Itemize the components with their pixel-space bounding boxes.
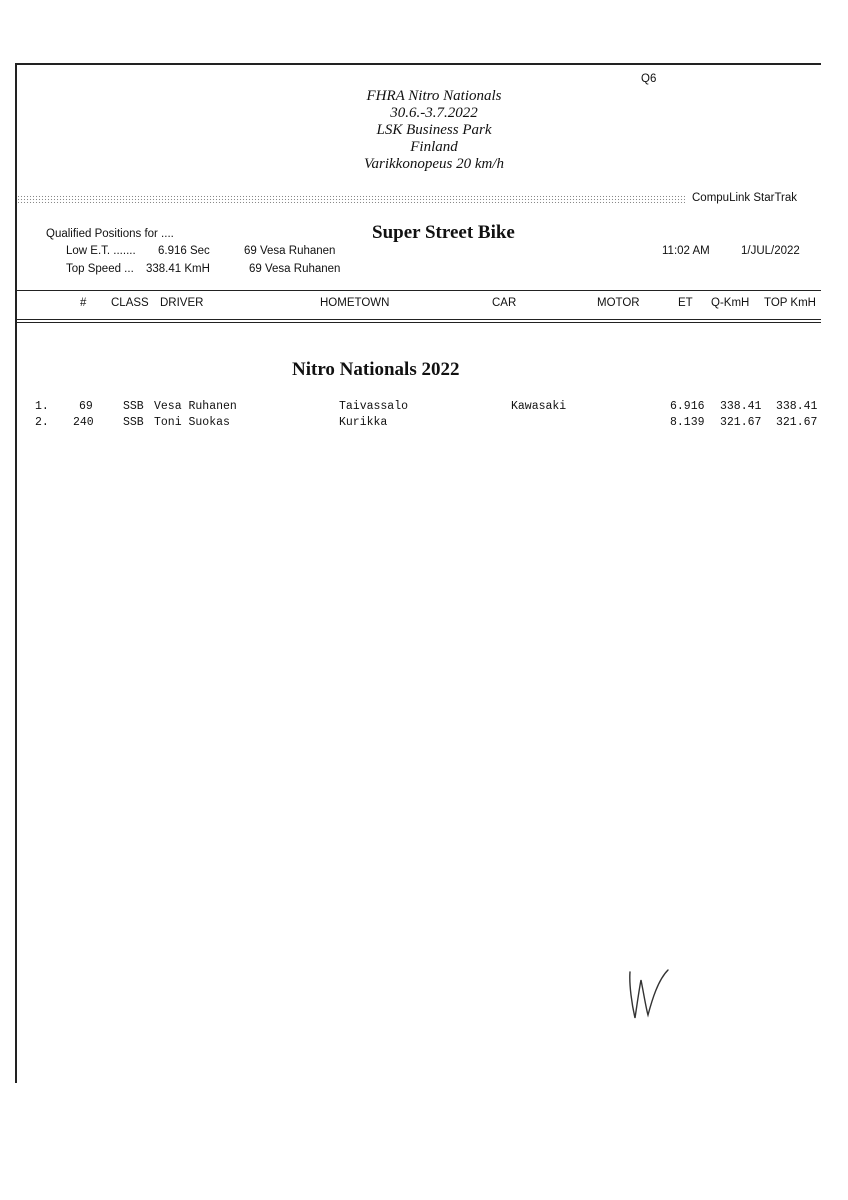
col-topkmh: TOP KmH	[764, 297, 816, 309]
left-border	[15, 63, 17, 1083]
qualified-label: Qualified Positions for ....	[46, 228, 174, 240]
header-rule-bottom-2	[17, 322, 821, 323]
row-hometown: Taivassalo	[339, 400, 409, 413]
col-car: CAR	[492, 297, 517, 309]
top-speed-label: Top Speed ...	[66, 263, 134, 275]
col-driver: DRIVER	[160, 297, 204, 309]
event-country: Finland	[410, 139, 458, 155]
event-pit-speed: Varikkonopeus 20 km/h	[364, 156, 504, 172]
col-qkmh: Q-KmH	[711, 297, 750, 309]
col-et: ET	[678, 297, 693, 309]
row-driver: Vesa Ruhanen	[154, 400, 237, 413]
row-et: 8.139	[670, 416, 705, 429]
col-num: #	[80, 297, 87, 309]
signature-mark	[620, 960, 680, 1030]
row-topkmh: 321.67	[776, 416, 818, 429]
page-code: Q6	[641, 73, 657, 85]
system-label: CompuLink StarTrak	[692, 192, 798, 204]
event-title: FHRA Nitro Nationals	[366, 88, 502, 104]
row-class: SSB	[123, 400, 144, 413]
row-car: Kawasaki	[511, 400, 567, 413]
low-et-value: 6.916 Sec	[158, 245, 210, 257]
row-number: 240	[73, 416, 94, 429]
row-position: 2.	[35, 416, 49, 429]
col-class: CLASS	[111, 297, 149, 309]
row-position: 1.	[35, 400, 49, 413]
row-qkmh: 321.67	[720, 416, 762, 429]
report-date: 1/JUL/2022	[741, 245, 800, 257]
low-et-label: Low E.T. .......	[66, 245, 136, 257]
header-rule-bottom	[17, 319, 821, 320]
row-driver: Toni Suokas	[154, 416, 230, 429]
event-dates: 30.6.-3.7.2022	[390, 105, 478, 121]
col-hometown: HOMETOWN	[320, 297, 390, 309]
row-qkmh: 338.41	[720, 400, 762, 413]
row-et: 6.916	[670, 400, 705, 413]
section-title: Nitro Nationals 2022	[292, 359, 460, 380]
row-hometown: Kurikka	[339, 416, 388, 429]
row-number: 69	[79, 400, 93, 413]
event-venue: LSK Business Park	[376, 122, 492, 138]
top-speed-driver: 69 Vesa Ruhanen	[249, 263, 341, 275]
low-et-driver: 69 Vesa Ruhanen	[244, 245, 336, 257]
class-title: Super Street Bike	[372, 222, 515, 243]
header-rule-top	[17, 290, 821, 291]
row-class: SSB	[123, 416, 144, 429]
report-time: 11:02 AM	[662, 245, 710, 257]
top-speed-value: 338.41 KmH	[146, 263, 210, 275]
col-motor: MOTOR	[597, 297, 640, 309]
dotted-separator	[17, 195, 685, 203]
row-topkmh: 338.41	[776, 400, 818, 413]
top-border	[15, 63, 821, 65]
